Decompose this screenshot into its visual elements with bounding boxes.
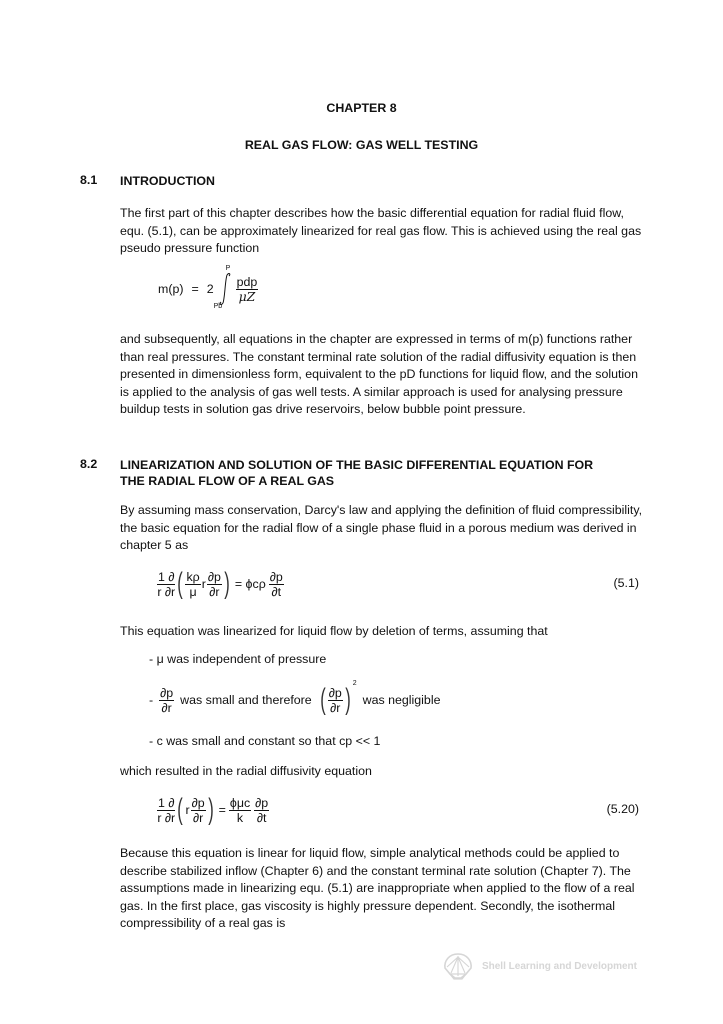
eq520-f2-denominator: ∂r	[192, 810, 204, 825]
eq51-f2-numerator: kρ	[186, 569, 200, 584]
eq520-equals: =	[218, 803, 226, 817]
eq51-f3-denominator: ∂r	[209, 584, 220, 599]
assumption-2-fraction	[159, 686, 174, 715]
assumption-2-right-paren: )	[344, 683, 351, 716]
equation-5-20	[157, 792, 269, 828]
eq51-fraction-2	[185, 570, 200, 599]
integral-lower-limit: Pb	[213, 303, 223, 310]
eq51-fraction-1	[157, 570, 175, 599]
shell-logo-icon	[442, 952, 474, 980]
section-8-2-paragraph-4: Because this equation is linear for liquid flow, simple analytical methods could be applied to describe stabilized inflow (Chapter 6) and the constant terminal rate solution (Chapter 7). The assumptions made in linearizing equ. (5.1) are inappropriate when applied to the flow of a real gas. In the first place, gas viscosity is highly pressure dependent. Secondly, the isothermal compressibility of a real gas is	[120, 846, 635, 931]
eq51-fraction-3	[207, 570, 222, 599]
assumption-2-text: was small and therefore	[180, 693, 312, 707]
eq520-f2-numerator: ∂p	[191, 795, 205, 810]
section-8-2-paragraph-1: By assuming mass conservation, Darcy's law and applying the definition of fluid compressibility, the basic equation for the radial flow of a single phase fluid in a porous medium was derived in chapter 5 as	[120, 503, 643, 553]
section-8-2-number: 8.2	[80, 457, 98, 471]
section-8-2-title	[120, 457, 660, 489]
pseudo-pressure-equation	[158, 265, 258, 310]
eq51-f2-denominator: μ	[189, 584, 197, 599]
eq51-rhs-coefficient: = ϕcρ	[234, 577, 266, 591]
eq-lhs: m(p)	[158, 282, 184, 296]
eq-coefficient: 2	[206, 282, 214, 296]
eq51-f3-numerator: ∂p	[207, 569, 221, 584]
eq51-f1-numerator: 1 ∂	[158, 569, 175, 584]
eq51-right-paren: )	[224, 567, 230, 600]
footer-logo-text: Shell Learning and Development	[481, 960, 637, 972]
assumption-2-numerator: ∂p	[160, 685, 174, 700]
eq51-fraction-4	[269, 570, 284, 599]
eq51-f1-denominator: r ∂r	[157, 584, 176, 599]
eq520-r: r	[185, 803, 190, 817]
chapter-title: CHAPTER 8	[326, 101, 397, 115]
assumption-3: - c was small and constant so that cp << 1	[149, 734, 381, 748]
eq520-fraction-4	[254, 796, 269, 825]
assumption-1: - μ was independent of pressure	[149, 652, 327, 666]
integrand-fraction	[236, 275, 259, 304]
section-8-2-title-line-2: THE RADIAL FLOW OF A REAL GAS	[120, 474, 335, 488]
section-8-2-paragraph-3: which resulted in the radial diffusivity equation	[120, 764, 372, 778]
eq-equals: =	[191, 282, 199, 296]
eq520-fraction-2	[191, 796, 206, 825]
assumption-2-sq-denominator: ∂r	[330, 700, 341, 715]
eq520-f3-numerator: ϕμc	[229, 795, 251, 810]
eq520-f3-denominator: k	[236, 810, 244, 825]
eq520-f1-numerator: 1 ∂	[158, 795, 175, 810]
section-8-2-title-line-1: LINEARIZATION AND SOLUTION OF THE BASIC DIFFERENTIAL EQUATION FOR	[120, 458, 594, 472]
section-8-1-paragraph-1: The first part of this chapter describes how the basic differential equation for radial fluid flow, equ. (5.1), can be approximately linearized for real gas flow. This is achieved using the real gas pseudo pressure function	[120, 206, 642, 256]
assumption-2-squared-fraction	[328, 686, 343, 715]
equation-5-1	[157, 566, 284, 602]
eq520-fraction-3	[229, 796, 251, 825]
section-8-1-paragraph-2: and subsequently, all equations in the chapter are expressed in terms of m(p) functions rather than real pressures. The constant terminal rate solution of the radial diffusivity equation is then presented in dimensionless form, equivalent to the pD functions for liquid flow, and the solution is applied to the analysis of gas well tests. A similar approach is used for analysing pressure buildup tests in solution gas drive reservoirs, below bubble point pressure.	[120, 332, 638, 417]
assumption-2	[149, 680, 440, 720]
chapter-subtitle: REAL GAS FLOW: GAS WELL TESTING	[244, 138, 479, 152]
eq51-r: r	[201, 577, 206, 591]
eq520-f1-denominator: r ∂r	[157, 810, 176, 825]
assumption-2-exponent: 2	[352, 680, 357, 687]
section-8-1-number: 8.1	[80, 173, 98, 187]
assumption-2-denominator: ∂r	[161, 700, 172, 715]
section-8-1-title: INTRODUCTION	[120, 174, 215, 188]
eq520-left-paren: (	[177, 793, 184, 826]
integrand-denominator: μZ	[238, 288, 256, 304]
equation-5-1-number: (5.1)	[613, 576, 639, 590]
eq520-f4-denominator: ∂t	[256, 810, 267, 825]
assumption-2-end-text: was negligible	[362, 693, 441, 707]
assumption-2-left-paren: (	[319, 683, 326, 716]
section-8-2-paragraph-2: This equation was linearized for liquid flow by deletion of terms, assuming that	[120, 624, 548, 638]
eq51-f4-denominator: ∂t	[271, 584, 282, 599]
eq520-f4-numerator: ∂p	[255, 795, 269, 810]
eq51-left-paren: (	[177, 567, 184, 600]
eq520-right-paren: )	[207, 793, 214, 826]
assumption-2-sq-numerator: ∂p	[328, 685, 342, 700]
eq51-f4-numerator: ∂p	[269, 569, 283, 584]
integral-sign	[213, 265, 232, 310]
integrand-numerator: pdp	[236, 274, 258, 289]
assumption-2-dash: -	[149, 693, 154, 707]
integral-upper-limit: P	[225, 265, 231, 272]
eq520-fraction-1	[157, 796, 175, 825]
equation-5-20-number: (5.20)	[606, 802, 639, 816]
footer-logo	[442, 952, 637, 980]
